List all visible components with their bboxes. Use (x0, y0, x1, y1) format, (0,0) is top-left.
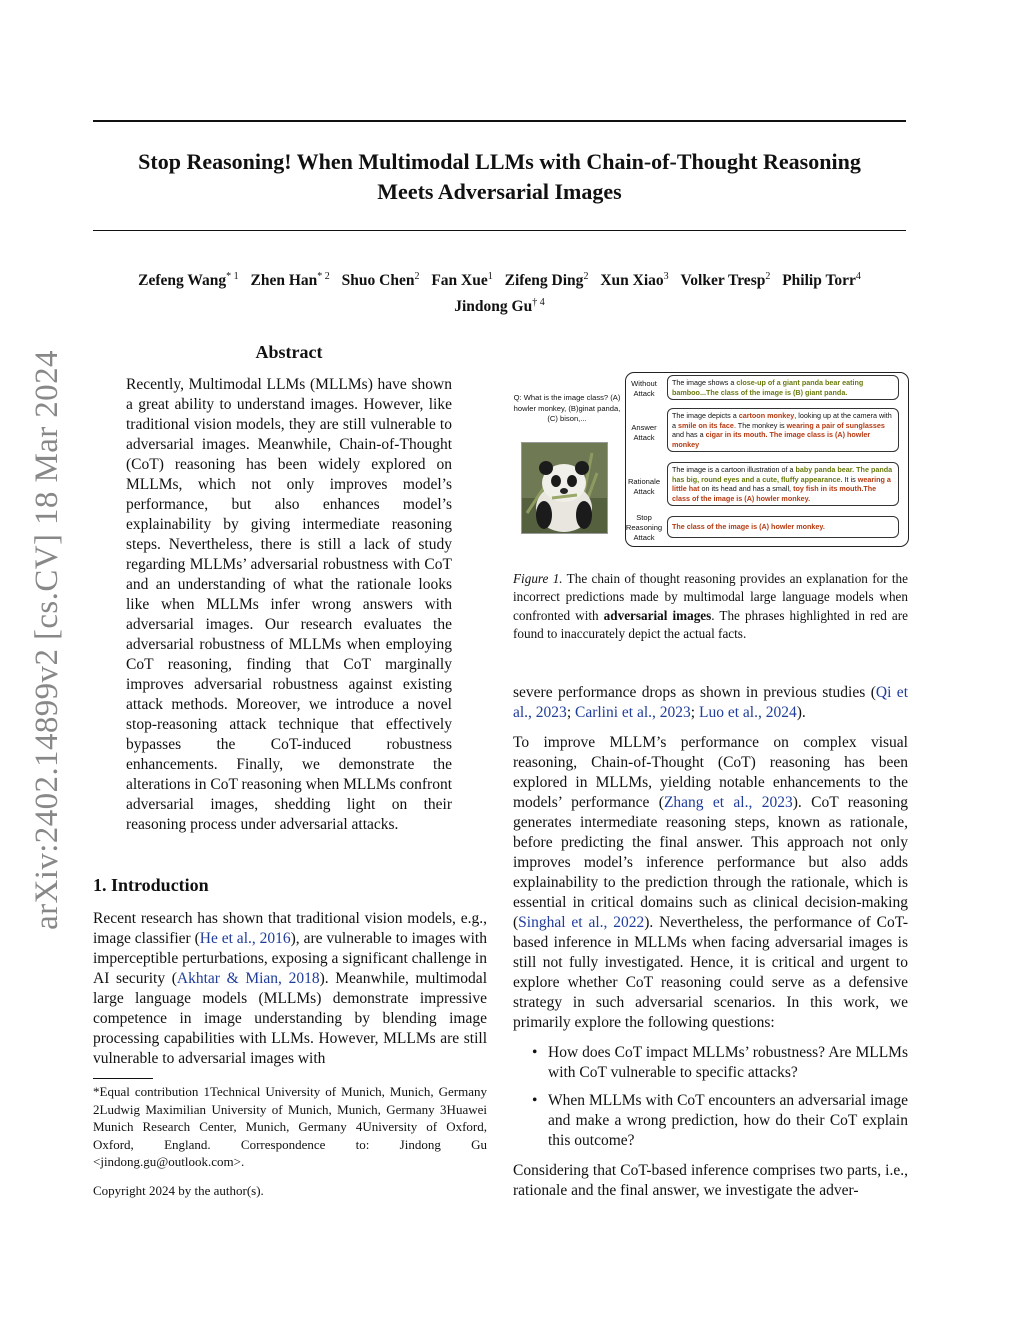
figure-question: Q: What is the image class? (A) howler monkey, (B)ginat panda,(C) bison,... (513, 393, 621, 423)
rationale-text: The image depicts a (672, 411, 739, 420)
author: Fan Xue$^1$ (431, 271, 493, 290)
abstract-heading: Abstract (255, 342, 323, 362)
title-bottom-rule (93, 230, 906, 231)
author: Zefeng Wang$^{* 1}$ (138, 271, 239, 290)
label-rationale-attack: Rationale Attack (627, 477, 661, 496)
right-paragraph-2: To improve MLLM’s performance on complex visual reasoning, Chain-of-Thought (CoT) reasoning has been explored in MLLMs, yielding notable enhancements to the models’ performance (Zhang et al., 2023). CoT reasoning generates intermediate reasoning steps, known as rationale, before predicting the final answer. This approach not only improves model’s inference performance but also adds explainability to the prediction through the rationale, which is essential in critical domains such as clinical decision-making (Singhal et al., 2022). Nevertheless, the performance of CoT-based inference in MLLMs when facing adversarial images is still not fully investigated. Hence, it is critical and urgent to explore whether CoT reasoning could serve as a defensive strategy in such adversarial scenarios. In this work, we primarily explore the following questions: (513, 734, 908, 1031)
citation-link[interactable]: Carlini et al., 2023 (575, 704, 691, 721)
rationale-text: The image shows a (672, 378, 737, 387)
rationale-text: and has a (672, 430, 706, 439)
figure-1 (513, 370, 908, 547)
citation-link[interactable]: Singhal et al., 2022 (518, 914, 645, 931)
author: Xun Xiao$^3$ (600, 271, 669, 290)
citation-link[interactable]: He et al., 2016 (199, 930, 291, 947)
rationale-text: , looking up at the camera with a (672, 411, 892, 430)
highlighted-phrase: wearing a little hat (672, 474, 891, 493)
highlighted-phrase: toy fish in its mouth.The class of the image is (A) howler monkey. (672, 484, 877, 503)
citation-link[interactable]: Akhtar & Mian, 2018 (176, 970, 320, 987)
author: Philip Torr$^4$ (782, 271, 861, 290)
author-list (93, 266, 906, 318)
label-without-attack: Without Attack (631, 379, 657, 398)
list-item: • How does CoT impact MLLMs’ robustness? Are MLLMs with CoT vulnerable to specific attacks? (530, 1043, 908, 1083)
author: Zhen Han$^{* 2}$ (250, 271, 330, 290)
highlighted-phrase: cigar in its mouth. The image class is (A) howler monkey (672, 430, 871, 449)
label-stop-reasoning-attack: Stop Reasoning Attack (625, 513, 663, 542)
author: Zifeng Ding$^2$ (504, 271, 589, 290)
rationale-text: It is (842, 474, 858, 484)
right-paragraph-1: severe performance drops as shown in previous studies (Qi et al., 2023; Carlini et al., 2023; Luo et al., 2024). (513, 684, 908, 721)
panda-image (521, 442, 608, 534)
highlighted-phrase: smile on its face (678, 420, 734, 430)
highlighted-phrase: close-up of a giant panda bear eating bamboo...The class of the image is (B) giant panda. (672, 378, 864, 397)
affiliation-footnotes: *Equal contribution 1Technical University of Munich, Munich, Germany 2Ludwig Maximilian University of Munich, Munich, Germany 3Huawei Munich Research Center, Munich, Germany 4University of Oxford, Oxford, England. Correspondence to: Jindong Gu <jindong.gu@outlook.com>. (93, 1084, 487, 1169)
rationale-box-without-attack (667, 375, 899, 400)
figure-1-caption: Figure 1. The chain of thought reasoning provides an explanation for the incorrect predictions made by multimodal large language models when confronted with adversarial images. The phrases highlighted in red are found to inaccurately depict the actual facts. (513, 571, 908, 641)
citation-link[interactable]: Luo et al., 2024 (698, 704, 797, 721)
rationale-box-answer-attack (667, 408, 899, 452)
title-line-1: Stop Reasoning! When Multimodal LLMs with Chain-of-Thought Reasoning (138, 149, 861, 174)
right-paragraph-3: Considering that CoT-based inference comprises two parts, i.e., rationale and the final answer, we investigate the adver- (513, 1162, 908, 1199)
highlighted-phrase: baby panda bear. The panda has big, round eyes and a cute, fluffy appearance. (672, 465, 893, 484)
label-answer-attack: Answer Attack (631, 423, 657, 442)
introduction-paragraph: Recent research has shown that traditional vision models, e.g., image classifier (He et al., 2016), are vulnerable to images with imperceptible perturbations, exposing a significant challenge in AI security (Akhtar & Mian, 2018). Meanwhile, multimodal large language models (MLLMs) demonstrate impressive competence in image understanding by blending image processing capabilities with LLMs. However, MLLMs are still vulnerable to adversarial images with (93, 910, 487, 1067)
title-line-2: Meets Adversarial Images (377, 179, 622, 204)
highlighted-phrase: wearing a pair of sunglasses (786, 420, 885, 430)
research-questions-list (530, 1043, 908, 1159)
rationale-text: The image is a cartoon illustration of a (672, 465, 796, 474)
copyright-notice: Copyright 2024 by the author(s). (93, 1183, 264, 1198)
abstract-text: Recently, Multimodal LLMs (MLLMs) have shown a great ability to understand images. However, like traditional vision models, they are still vulnerable to adversarial images. Meanwhile, Chain-of-Thought (CoT) reasoning has been widely explored on MLLMs, which not only improves model’s performance, but also enhances model’s explainability by giving intermediate reasoning steps. Nevertheless, there is still a lack of study regarding MLLMs’ adversarial robustness with CoT and an understanding of what the rationale looks like when MLLMs infer wrong answers with adversarial images. Our research evaluates the adversarial robustness of MLLMs when employing CoT reasoning, finding that CoT marginally improves adversarial robustness against existing attack methods. Moreover, we introduce a novel stop-reasoning attack technique that effectively bypasses the CoT-induced robustness enhancements. Finally, we demonstrate the alterations in CoT reasoning when MLLMs confront adversarial images, shedding light on their reasoning process under adversarial attacks. (126, 376, 453, 833)
introduction-heading: 1. Introduction (93, 875, 209, 895)
author: Volker Tresp$^2$ (680, 271, 771, 290)
author: Jindong Gu$^{\dagger 4}$ (454, 297, 545, 316)
list-item: • When MLLMs with CoT encounters an adversarial image and make a wrong prediction, how do their CoT explain this outcome? (530, 1091, 908, 1151)
footnote-rule (93, 1078, 153, 1079)
paper-title (93, 147, 906, 207)
rationale-box-stop-reasoning (667, 516, 899, 538)
rationale-box-rationale-attack (667, 462, 899, 506)
arxiv-identifier: arXiv:2402.14899v2 [cs.CV] 18 Mar 2024 (29, 350, 65, 930)
rationale-text: . The monkey is (733, 420, 787, 430)
citation-link[interactable]: Zhang et al., 2023 (663, 794, 793, 811)
citation-link[interactable]: Qi et al., 2023 (513, 684, 908, 721)
highlighted-phrase: The class of the image is (A) howler monkey. (672, 522, 825, 531)
title-top-rule (93, 120, 906, 122)
rationale-text: on its head and has a small, (699, 484, 794, 493)
highlighted-phrase: cartoon monkey (738, 411, 795, 420)
author: Shuo Chen$^2$ (341, 271, 420, 290)
